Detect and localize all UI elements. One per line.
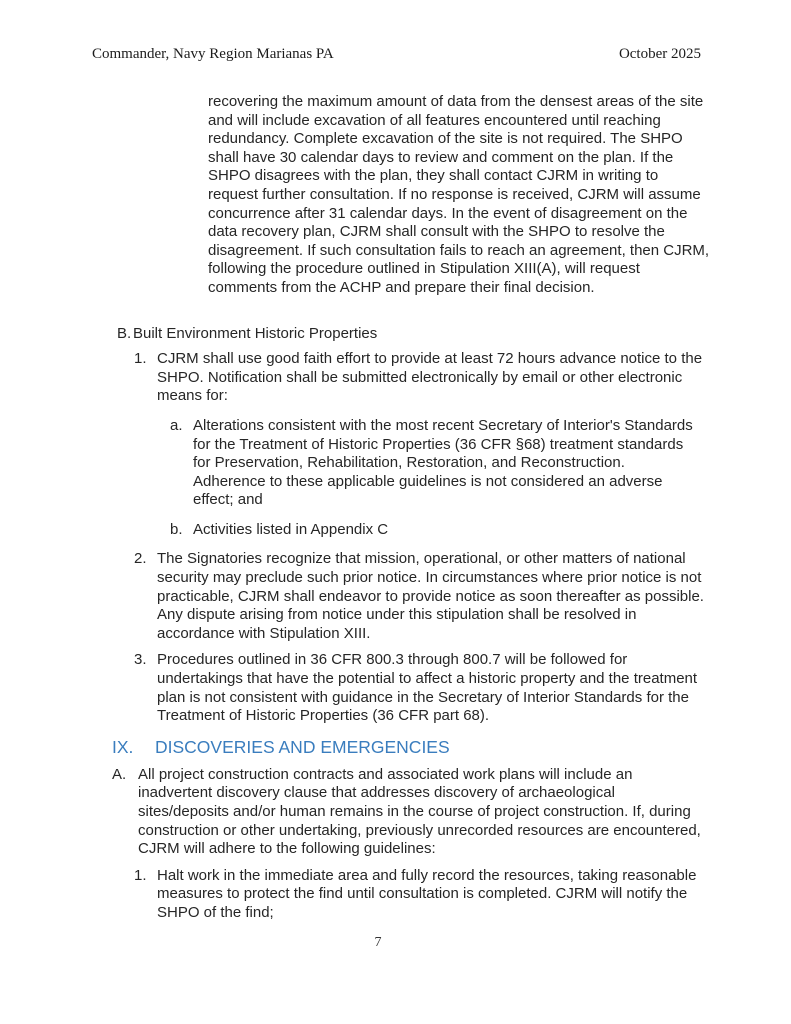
list-item-a1-marker: 1. — [134, 866, 147, 884]
list-item-a — [112, 766, 732, 859]
list-item-b3-marker: 3. — [134, 651, 147, 669]
list-item-b2-marker: 2. — [134, 550, 147, 568]
list-item-b2-text: The Signatories recognize that mission, operational, or other matters of national security may preclude such prior notice. In circumstances where prior notice is not practicable, CJRM shall endeavor to provide notice as soon thereafter as possible. Any dispute arising from notice under this stipulation shall be resolved in accordance with Stipulation XIII. — [157, 550, 704, 642]
section-ix-numeral: IX. — [112, 736, 134, 757]
page-header — [92, 46, 701, 63]
list-item-b1b — [170, 521, 732, 540]
section-b-title: Built Environment Historic Properties — [133, 324, 378, 342]
list-item-a-text: All project construction contracts and associated work plans will include an inadvertent discovery clause that addresses discovery of archaeological sites/deposits and/or human remains in the course of project construction. If, during construction or other undertaking, previously unrecorded resources are encountered, CJRM will adhere to the following guidelines: — [138, 765, 701, 858]
list-item-b1a-text: Alterations consistent with the most recent Secretary of Interior's Standards for the Treatment of Historic Properties (36 CFR §68) treatment standards for Preservation, Rehabilitation, Restoration, and Reconstruction. Adherence to these applicable guidelines is not considered an adverse effect; and — [193, 416, 693, 509]
continuation-paragraph: recovering the maximum amount of data from the densest areas of the site and will include excavation of all features encountered until reaching redundancy. Complete excavation of the site is not required. The SHPO shall have 30 calendar days to review and comment on the plan. If the SHPO disagrees with the plan, they shall contact CJRM in writing to request further consultation. If no response is received, CJRM will assume concurrence after 31 calendar days. In the event of disagreement on the data recovery plan, CJRM shall consult with the SHPO to resolve the disagreement. If such consultation fails to reach an agreement, then CJRM, following the procedure outlined in Stipulation XIII(A), will request comments from the ACHP and prepare their final decision. — [208, 93, 710, 296]
header-document-title: Commander, Navy Region Marianas PA — [92, 46, 334, 62]
section-ix-title: DISCOVERIES AND EMERGENCIES — [155, 736, 450, 757]
list-item-b3 — [134, 651, 732, 725]
list-item-b1-text: CJRM shall use good faith effort to provide at least 72 hours advance notice to the SHPO. Notification shall be submitted electronically by email or other electronic means for: — [157, 350, 703, 405]
list-item-a1 — [134, 867, 732, 923]
list-item-a-marker: A. — [112, 765, 127, 783]
list-item-b3-text: Procedures outlined in 36 CFR 800.3 through 800.7 will be followed for undertakings that have the potential to affect a historic property and the treatment plan is not consistent with guidance in the Secretary of Interior Standards for the Treatment of Historic Properties (36 CFR part 68). — [157, 651, 698, 725]
header-date: October 2025 — [618, 46, 701, 62]
list-item-b1b-text: Activities listed in Appendix C — [193, 520, 389, 538]
section-ix-heading — [112, 737, 732, 757]
list-item-a1-text: Halt work in the immediate area and fully record the resources, taking reasonable measures to protect the find until consultation is completed. CJRM will notify the SHPO of the find; — [157, 866, 697, 921]
list-item-b2 — [134, 550, 732, 643]
list-item-b1-marker: 1. — [134, 350, 147, 368]
section-b-heading — [117, 325, 732, 344]
list-item-b1a-marker: a. — [170, 416, 183, 434]
list-item-b1 — [134, 350, 732, 406]
section-b-marker: B. — [117, 324, 132, 342]
document-body — [92, 93, 732, 931]
page-number: 7 — [374, 935, 382, 950]
list-item-b1b-marker: b. — [170, 520, 183, 538]
list-item-b1a — [170, 417, 732, 510]
